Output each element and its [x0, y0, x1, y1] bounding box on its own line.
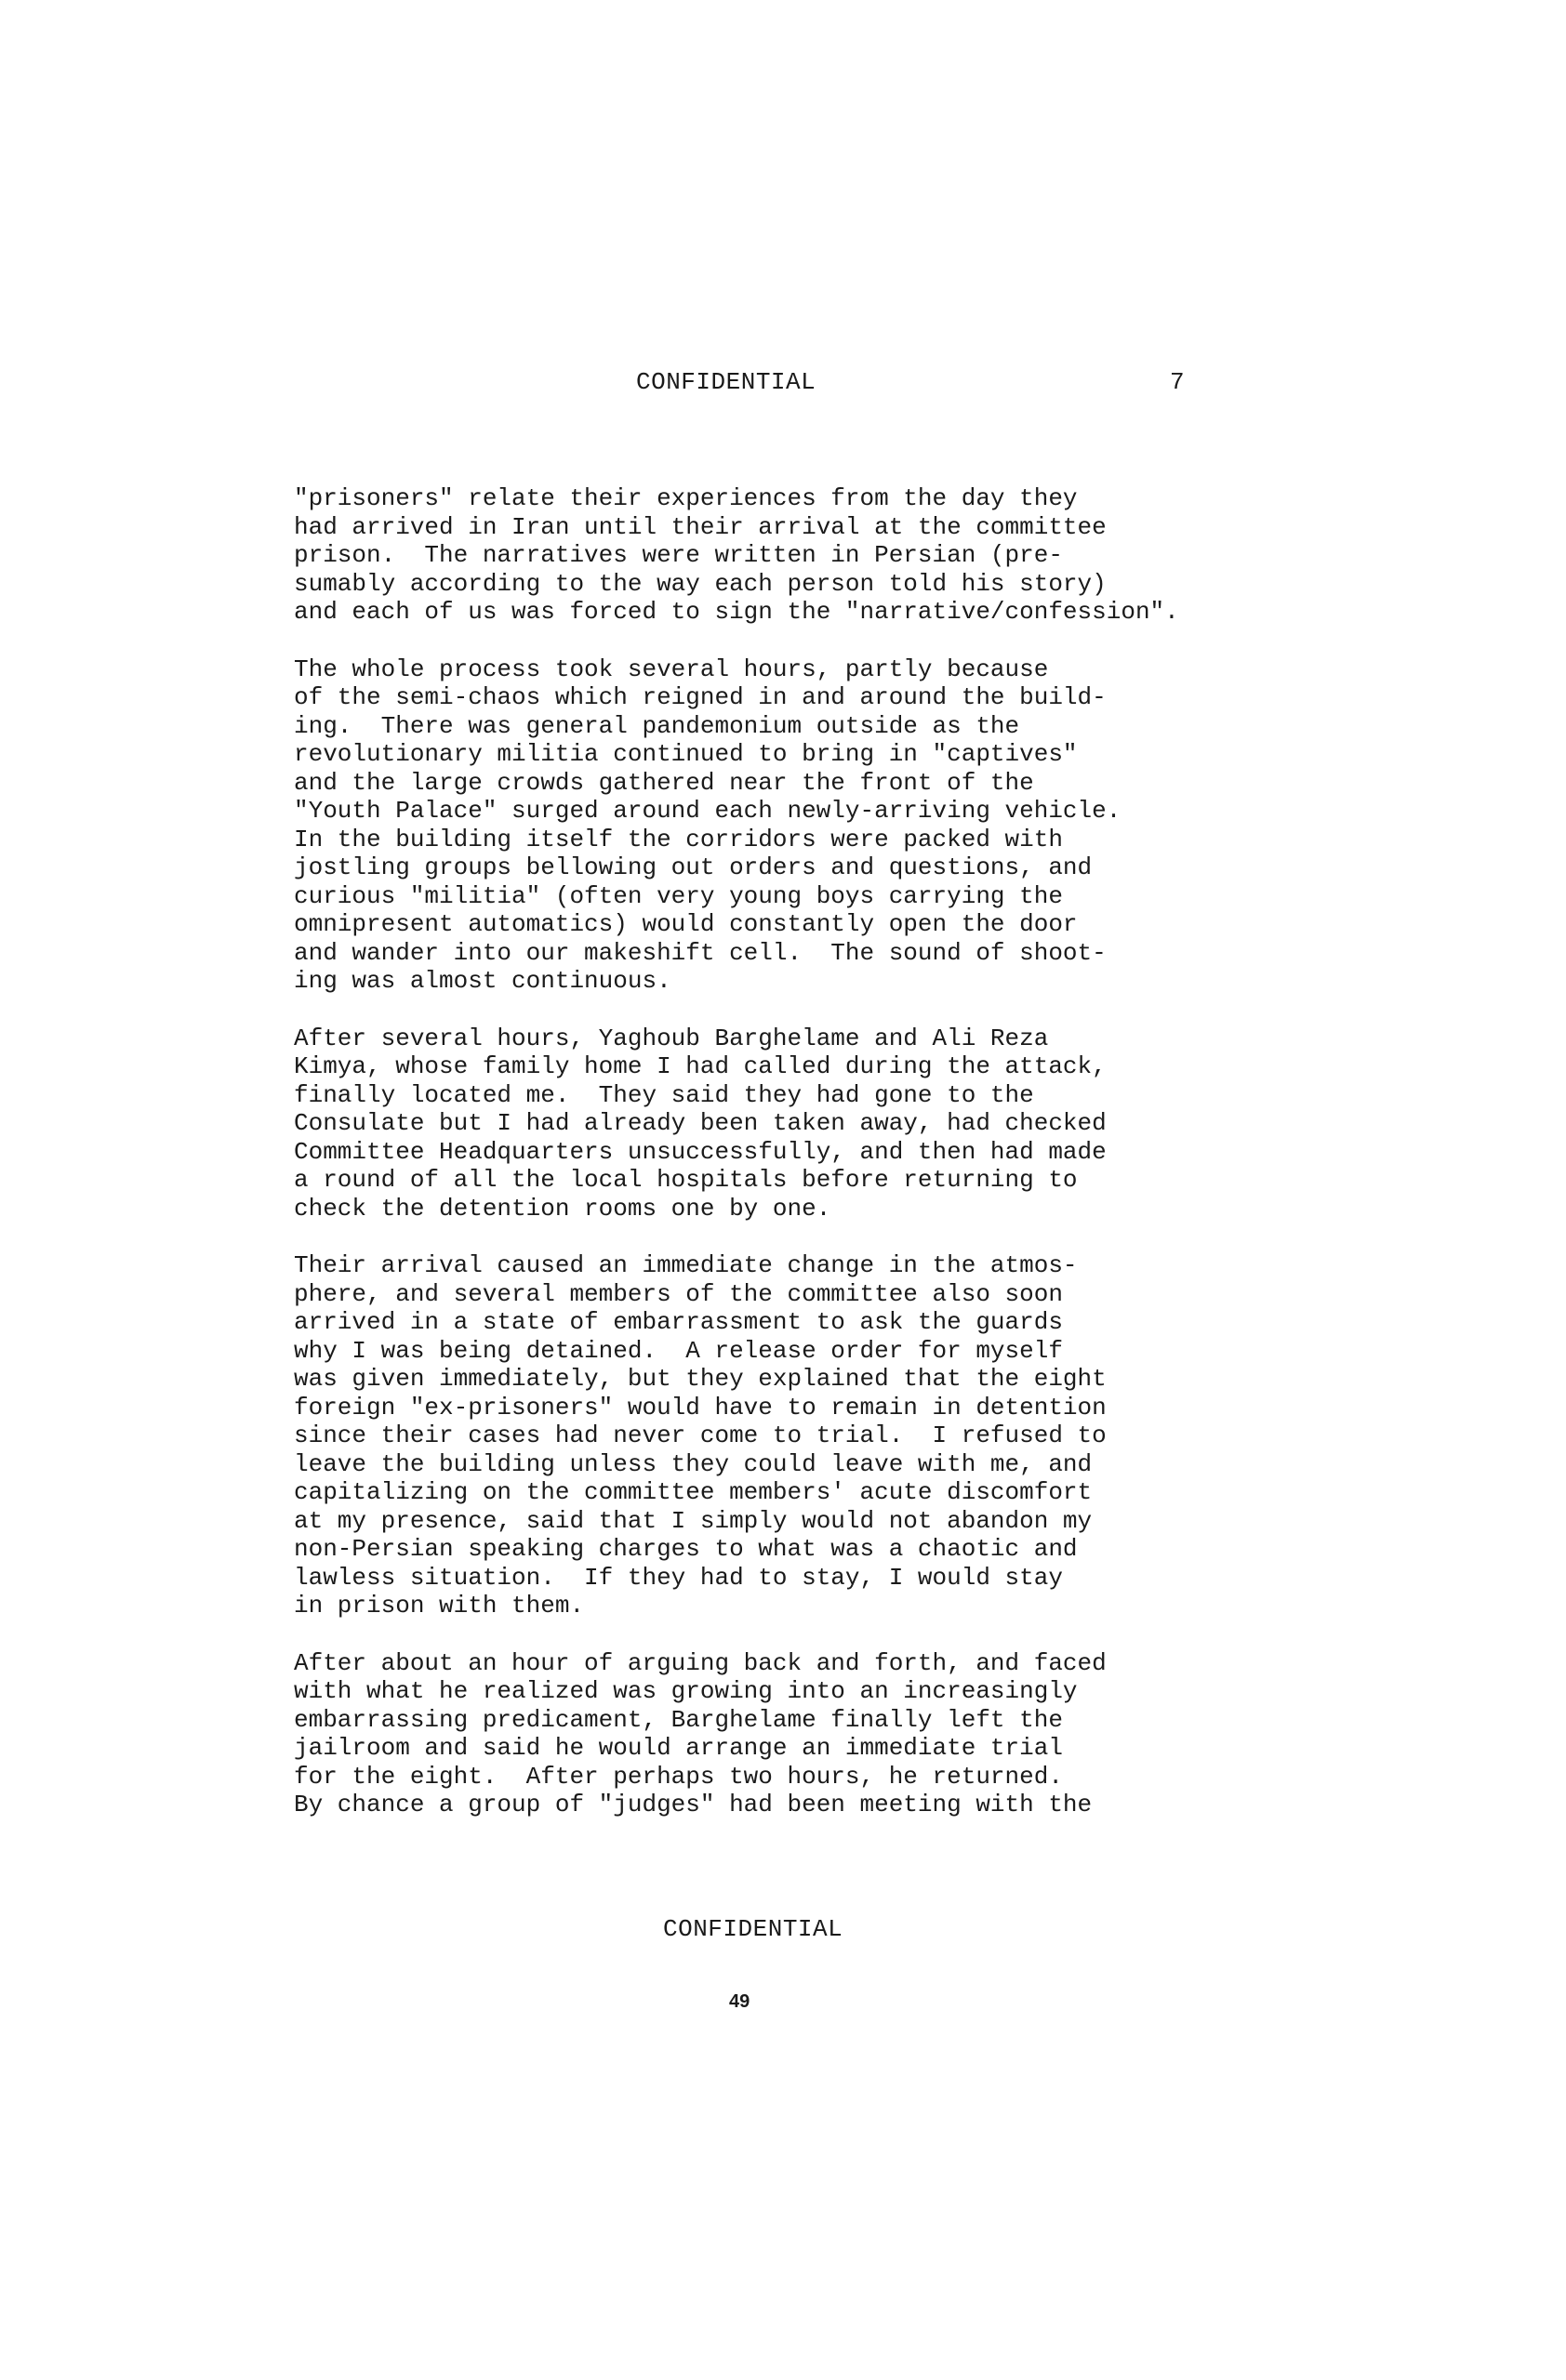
text-line: prison. The narratives were written in Persian (pre-: [294, 541, 1063, 569]
text-line: ing. There was general pandemonium outside as the: [294, 711, 1020, 740]
header-page-number: 7: [1170, 368, 1185, 396]
text-line: Their arrival caused an immediate change in the atmos-: [294, 1251, 1078, 1279]
text-line: curious "militia" (often very young boys carrying the: [294, 881, 1063, 910]
paragraph: [294, 1649, 1410, 1819]
text-line: was given immediately, but they explained that the eight: [294, 1365, 1107, 1393]
text-line: The whole process took several hours, partly because: [294, 654, 1049, 683]
paragraph: [294, 484, 1410, 627]
text-line: foreign "ex-prisoners" would have to remain in detention: [294, 1393, 1107, 1421]
document-body: [294, 484, 1410, 1848]
text-line: a round of all the local hospitals before returning to: [294, 1166, 1078, 1194]
text-line: phere, and several members of the committee also soon: [294, 1279, 1063, 1308]
text-line: Committee Headquarters unsuccessfully, and then had made: [294, 1137, 1107, 1166]
text-line: of the semi-chaos which reigned in and around the build-: [294, 683, 1107, 711]
text-line: By chance a group of "judges" had been meeting with the: [294, 1791, 1093, 1818]
text-line: sumably according to the way each person told his story): [294, 569, 1107, 598]
text-line: jostling groups bellowing out orders and questions, and: [294, 853, 1093, 881]
text-line: with what he realized was growing into an increasingly: [294, 1677, 1078, 1705]
footer-page-number: 49: [729, 1991, 750, 2012]
header-confidential-label: CONFIDENTIAL: [636, 368, 816, 396]
text-line: check the detention rooms one by one.: [294, 1194, 831, 1223]
text-line: revolutionary militia continued to bring in "captives": [294, 740, 1078, 768]
text-line: Kimya, whose family home I had called during the attack,: [294, 1052, 1107, 1080]
text-line: in prison with them.: [294, 1592, 585, 1620]
paragraph: [294, 655, 1410, 996]
text-line: and each of us was forced to sign the "narrative/confession".: [294, 598, 1179, 626]
text-line: In the building itself the corridors were packed with: [294, 825, 1063, 853]
footer-confidential-label: CONFIDENTIAL: [663, 1915, 843, 1943]
text-line: leave the building unless they could leave with me, and: [294, 1449, 1093, 1478]
text-line: and the large crowds gathered near the front of the: [294, 768, 1034, 797]
text-line: had arrived in Iran until their arrival at the committee: [294, 512, 1107, 541]
paragraph: [294, 1025, 1410, 1223]
text-line: jailroom and said he would arrange an immediate trial: [294, 1734, 1063, 1762]
text-line: embarrassing predicament, Barghelame finally left the: [294, 1705, 1063, 1734]
text-line: for the eight. After perhaps two hours, he returned.: [294, 1762, 1063, 1791]
text-line: at my presence, said that I simply would not abandon my: [294, 1506, 1093, 1535]
text-line: After several hours, Yaghoub Barghelame and Ali Reza: [294, 1024, 1049, 1052]
text-line: "prisoners" relate their experiences from the day they: [294, 484, 1078, 512]
text-line: omnipresent automatics) would constantly open the door: [294, 910, 1078, 938]
text-line: non-Persian speaking charges to what was a chaotic and: [294, 1535, 1078, 1563]
text-line: why I was being detained. A release order for myself: [294, 1336, 1063, 1365]
text-line: finally located me. They said they had gone to the: [294, 1080, 1034, 1109]
text-line: since their cases had never come to trial. I refused to: [294, 1421, 1107, 1449]
paragraph: [294, 1251, 1410, 1620]
text-line: and wander into our makeshift cell. The sound of shoot-: [294, 938, 1107, 967]
text-line: After about an hour of arguing back and forth, and faced: [294, 1648, 1107, 1677]
text-line: "Youth Palace" surged around each newly-arriving vehicle.: [294, 797, 1121, 825]
text-line: Consulate but I had already been taken away, had checked: [294, 1109, 1107, 1137]
text-line: capitalizing on the committee members' acute discomfort: [294, 1478, 1093, 1506]
text-line: ing was almost continuous.: [294, 967, 671, 995]
text-line: lawless situation. If they had to stay, I would stay: [294, 1563, 1063, 1592]
text-line: arrived in a state of embarrassment to ask the guards: [294, 1308, 1063, 1336]
